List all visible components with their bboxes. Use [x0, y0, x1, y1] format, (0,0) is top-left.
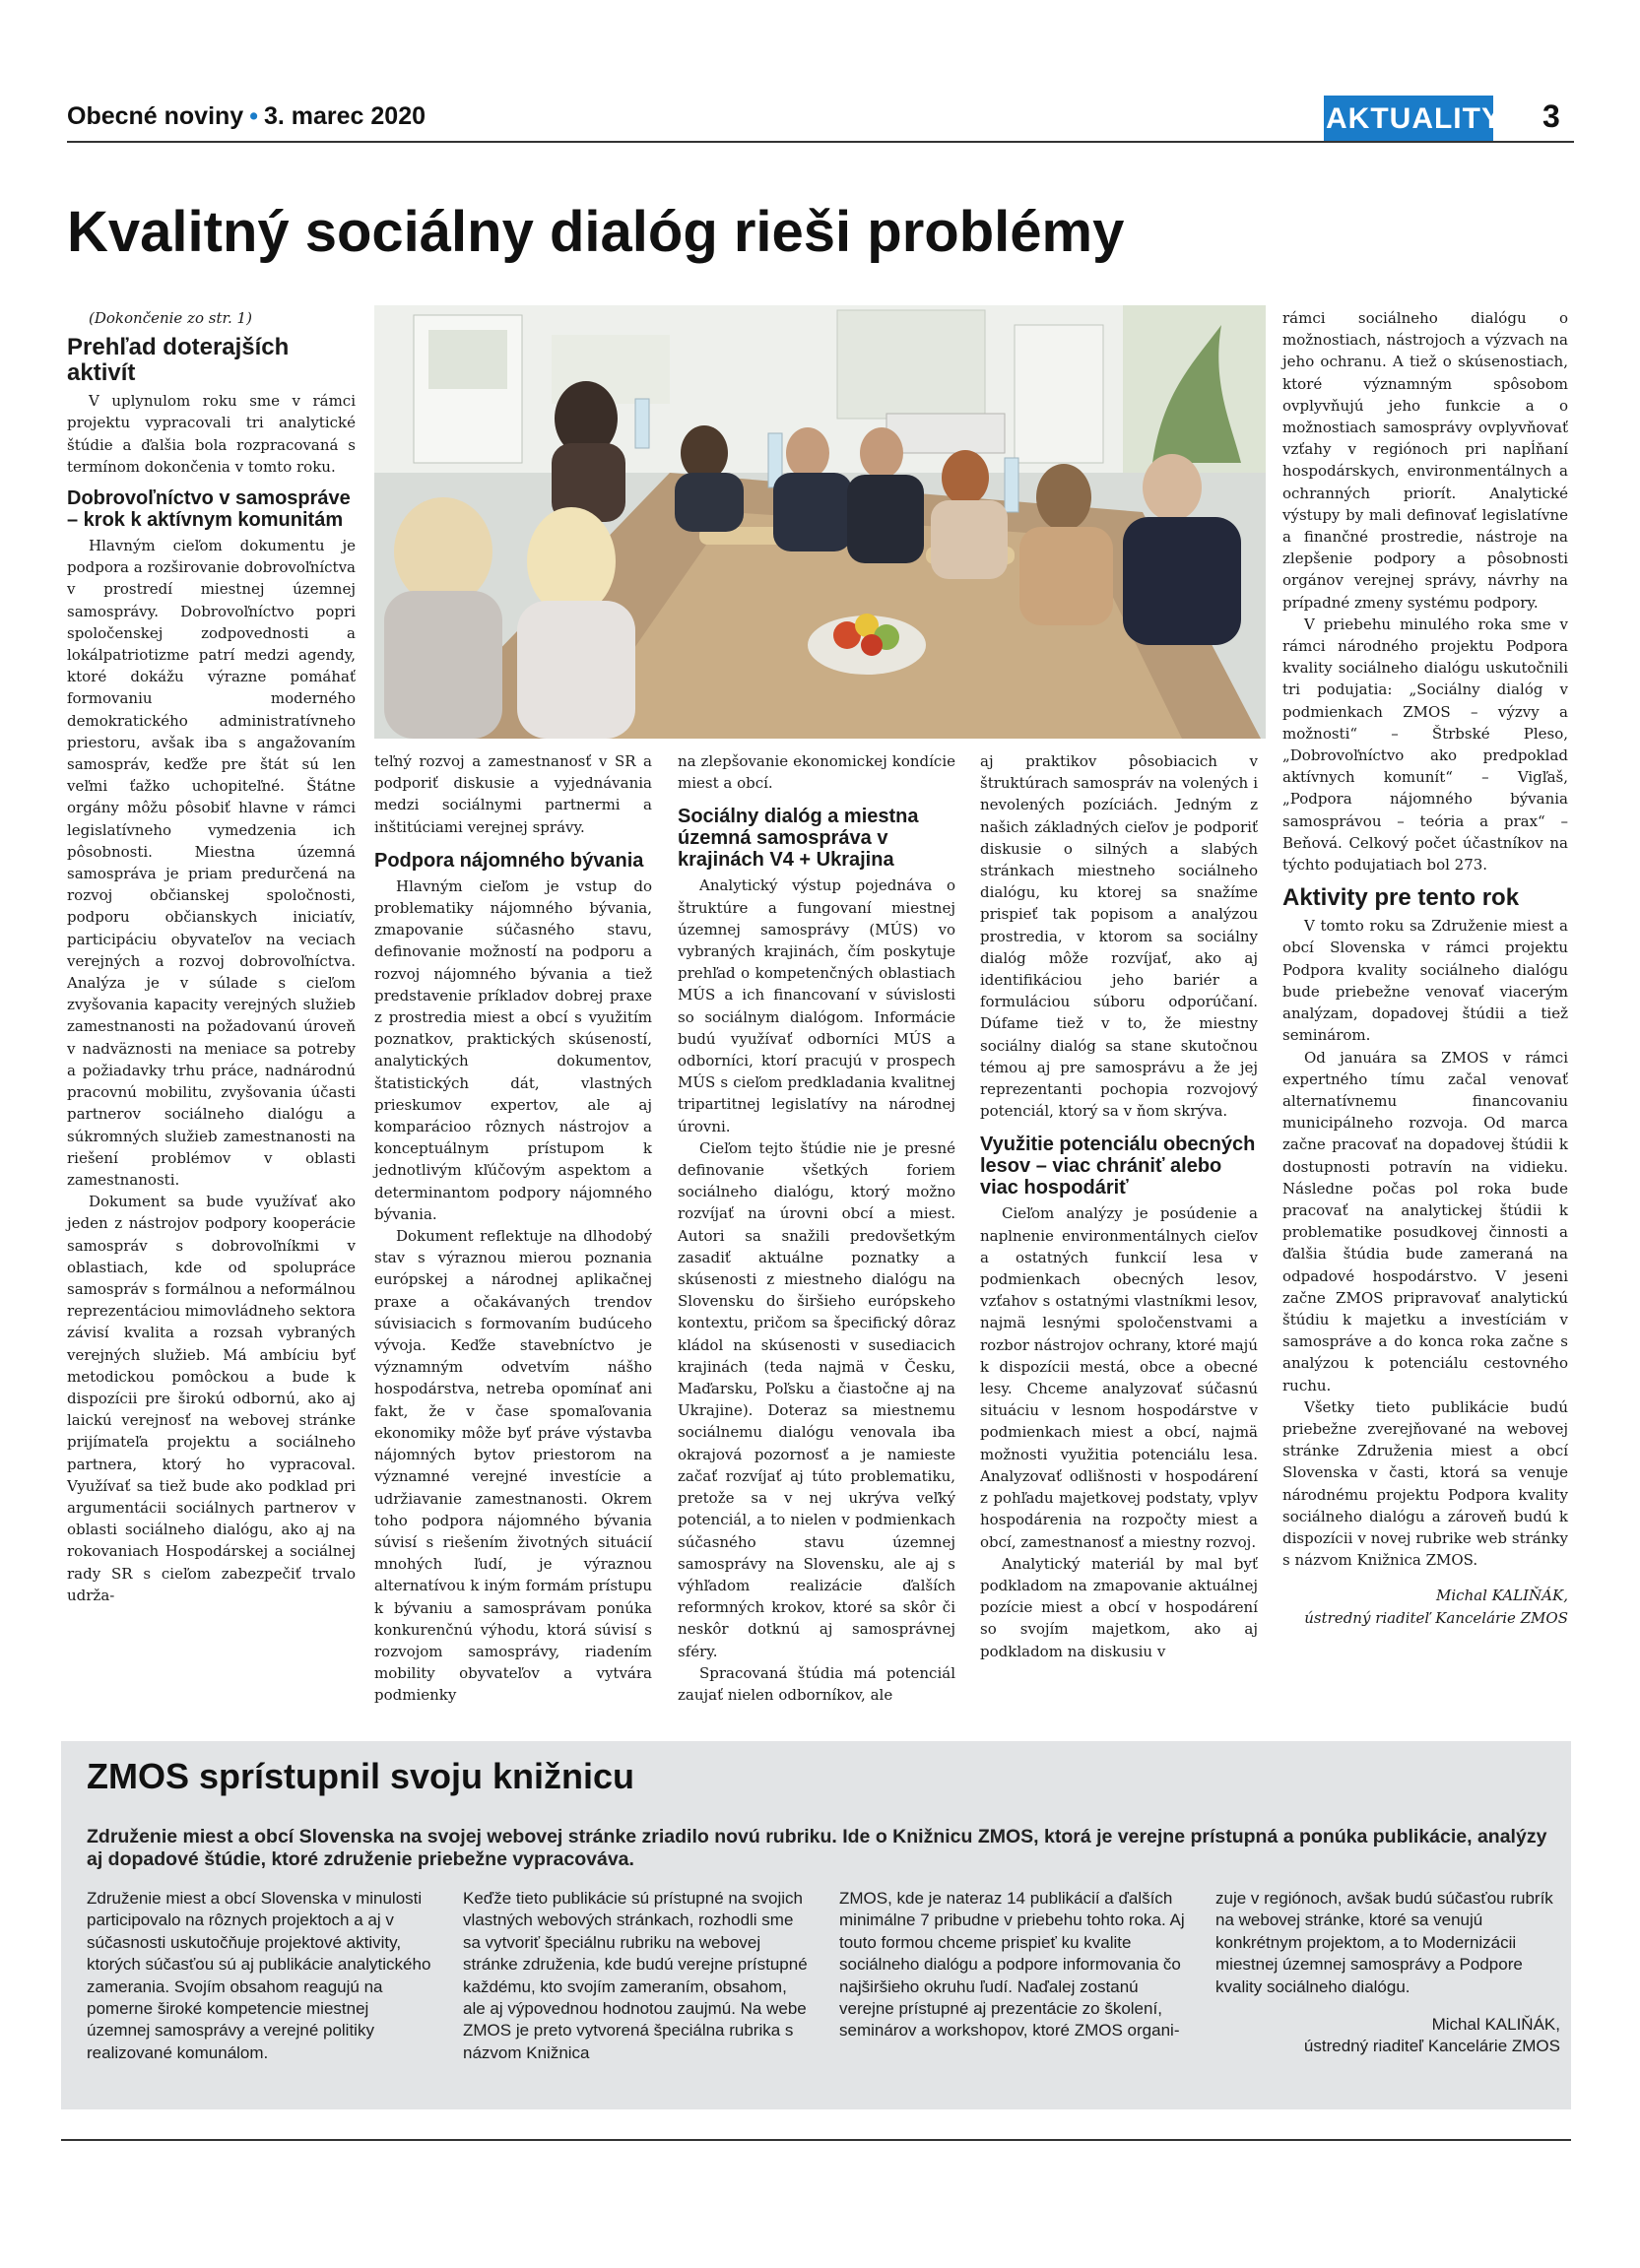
author-name: Michal KALIŇÁK, — [1436, 1587, 1568, 1605]
paragraph: rámci sociálneho dialógu o možnostiach, nástrojoch a výzvach na jeho ochranu. A tiež o skúsenostiach, ktoré významným spôsobom ovplyvňujú jeho funkcie a o možnostiach samosprávy ovplyvňovať vzťahy v regiónoch pri napĺňaní hospodárskych, environmentálnych a ochranných priorít. Analytické výstupy by mali definovať legislatívne a finančné prostredie, nástroje na zlepšenie podpory a pôsobnosti orgánov verejnej správy, návrhy na prípadné zmeny systému podpory. — [1282, 309, 1568, 612]
article-headline: Kvalitný sociálny dialóg rieši problémy — [67, 200, 1125, 264]
subheading: Prehľad doterajších aktivít — [67, 334, 290, 387]
article-column-2 — [374, 750, 652, 1707]
article-column-5 — [1282, 307, 1568, 1629]
paragraph: V tomto roku sa Združenie miest a obcí Slovenska v rámci projektu Podpora kvality sociálneho dialógu bude priebežne venovať viacerým analýzam, dopadovej štúdii a tiež seminárom. — [1282, 917, 1568, 1045]
paragraph: Analytický materiál by mal byť podkladom na zmapovanie aktuálnej pozície miest a obcí v hospodárení so svojím majetkom, ako aj podkladom na diskusiu v — [980, 1554, 1258, 1660]
page-number: 3 — [1542, 98, 1560, 134]
author-name: Michal KALIŇÁK, — [1431, 2015, 1560, 2035]
author-role: ústredný riaditeľ Kancelárie ZMOS — [1304, 1608, 1568, 1627]
paragraph: Od januára sa ZMOS v rámci expertného tímu začal venovať alternatívnemu financovaniu municipálneho rozvoja. Od marca začne pracovať na dopadovej štúdii k dostupnosti potravín na vidieku. Následne počas pol roka bude pracovať na analytickej štúdii k problematike posudkovej činnosti a ďalšia štúdia bude zameraná na odpadové hospodárstvo. V jeseni začne ZMOS pripravovať analytickú štúdiu k majetku a investíciám v samospráve a do konca roka začne s analýzou k potenciálu cestovného ruchu. — [1282, 1048, 1568, 1394]
paragraph: Hlavným cieľom dokumentu je podpora a rozširovanie dobrovoľníctva v prostredí miestnej územnej samosprávy. Dobrovoľníctvo popri spoločenskej zodpovednosti a lokálpatriotizme patrí medzi agendy, ktoré dokážu výrazne pomáhať formovaniu moderného demokratického administratívneho priestoru, avšak iba s angažovaním samospráv, keďže pre štát sú len veľmi ťažko uchopiteľné. Štátne orgány môžu pôsobiť hlavne v rámci legislatívneho vymedzenia ich pôsobnosti. Miestna územná samospráva je priam predurčená na rozvoj občianskej spoločnosti, podporu občianskych iniciatív, participáciu obyvateľov na veciach verejných a rozvoj dobrovoľníctva. Analýza je v súlade s cieľom zvyšovania kapacity verejných služieb zamestnanosti na požadovanú úroveň v nadväznosti na meniace sa potreby a požiadavky trhu práce, nadnárodnú pracovnú mobilitu, zvyšovania účasti partnerov sociálneho dialógu a súkromných služieb zamestnanosti na riešení problémov v oblasti zamestnanosti. — [67, 537, 356, 1189]
paragraph: Cieľom analýzy je posúdenie a naplnenie environmentálnych cieľov a ostatných funkcií lesa v podmienkach obecných lesov, vzťahov s ostatnými vlastníkmi lesov, najmä lesnými spoločenstvami a rozbor nástrojov ochrany, ktoré majú k dispozícii mestá, obce a obecné lesy. Chceme analyzovať súčasnú situáciu v lesnom hospodárstve v podmienkach miest a obcí, najmä možnosti využitia potenciálu lesa. Analyzovať odlišnosti v hospodárení z pohľadu majetkovej podstaty, vplyv hospodárenia na rozpočty miest a obcí, zamestnanosť a miestny rozvoj. — [980, 1204, 1258, 1551]
paragraph: teľný rozvoj a zamestnanosť v SR a podporiť diskusie a vyjednávania medzi sociálnymi partnermi a inštitúciami verejnej správy. — [374, 752, 652, 836]
subheading: Aktivity pre tento rok — [1282, 884, 1520, 912]
paragraph: na zlepšovanie ekonomickej kondície miest a obcí. — [678, 752, 955, 793]
paragraph: ZMOS, kde je nateraz 14 publikácií a ďalších minimálne 7 pribudne v priebehu tohto roka. Aj touto formou chceme prispieť ku kvalite sociálneho dialógu a podpore informovania čo najširšieho okruhu ľudí. Naďalej zostanú verejne prístupné aj prezentácie zo školení, seminárov a workshopov, ktoré ZMOS organi- — [839, 1889, 1185, 2041]
issue-date: 3. marec 2020 — [263, 102, 426, 130]
separator-dot-icon: • — [249, 102, 258, 130]
paragraph: Dokument reflektuje na dlhodobý stav s výraznou mierou poznania európskej a národnej aplikačnej praxe a očakávaných trendov súvisiacich s formovaním budúceho vývoja. Keďže stavebníctvo je významným odvetvím nášho hospodárstva, netreba opomínať ani fakt, že v čase spomaľovania ekonomiky môže byť práve výstavba nájomných bytov priestorom na významné verejné investície a udržiavanie zamestnanosti. Okrem toho podpora nájomného bývania súvisí s riešením životných situácií mnohých ľudí, je výraznou alternatívou k iným formám prístupu k bývaniu a samosprávam ponúka konkurenčnú výhodu, ktorá súvisí s rozvojom samosprávy, riadením mobility obyvateľov a vytvára podmienky — [374, 1227, 652, 1705]
photo-illustration-icon — [374, 305, 1266, 739]
author-signature — [1282, 1585, 1568, 1628]
section-tag: AKTUALITY — [1324, 96, 1493, 143]
paragraph: V priebehu minulého roka sme v rámci národného projektu Podpora kvality sociálneho dialógu uskutočnili tri podujatia: „Sociálny dialóg v podmienkach ZMOS – výzvy a možnosti“ – Štrbské Pleso, „Dobrovoľníctvo ako predpoklad aktívnych komunít“ – Vigľaš, „Podpora nájomného bývania samosprávou – teória a prax“ – Beňová. Celkový počet účastníkov na týchto podujatiach bol 273. — [1282, 615, 1568, 875]
paragraph: Keďže tieto publikácie sú prístupné na svojich vlastných webových stránkach, rozhodli sme sa vytvoriť špeciálnu rubriku na webovej stránke združenia, kde budú verejne prístupné každému, kto svojím zameraním, obsahom, ale aj výpovednou hodnotou zaujmú. Na webe ZMOS je preto vytvorená špeciálna rubrika s názvom Knižnica — [463, 1889, 808, 2062]
subheading: Podpora nájomného bývania — [374, 849, 644, 872]
header-rule — [67, 141, 1574, 143]
footer-rule — [61, 2139, 1571, 2141]
subheading: Využitie potenciálu obecných lesov – viac chrániť alebo viac hospodáriť — [980, 1134, 1256, 1199]
paragraph: aj praktikov pôsobiacich v štruktúrach samospráv na volených i nevolených pozíciách. Jedným z našich základných cieľov je podporiť diskusie o silných a slabých stránkach miestneho sociálneho dialógu, ku ktorej sa snažíme prispieť tak popisom a analýzou prostredia, v ktorom sa sociálny dialóg môže rozvíjať, ako aj identifikáciou jeho bariér a formuláciou súboru odporúčaní. Dúfame tiež v to, že miestny sociálny dialóg sa stane skutočnou témou aj pre samosprávu a že jej reprezentanti pochopia rozvojový potenciál, ktorý sa v ňom skrýva. — [980, 752, 1258, 1121]
box-column-4 — [1215, 1888, 1560, 2058]
article-column-3 — [678, 750, 955, 1706]
paragraph: V uplynulom roku sme v rámci projektu vypracovali tri analytické štúdie a ďalšia bola rozpracovaná s termínom dokončenia v tomto roku. — [67, 392, 356, 476]
meeting-photo — [374, 305, 1266, 739]
box-signature — [1215, 2014, 1560, 2058]
continued-note: (Dokončenie zo str. 1) — [89, 309, 252, 327]
box-column-3 — [839, 1888, 1189, 2042]
box-column-2 — [463, 1888, 813, 2064]
paragraph: Dokument sa bude využívať ako jeden z nástrojov podpory kooperácie samospráv s dobrovoľníkmi v oblastiach, kde od spolupráce samospráv s formálnou a neformálnou reprezentáciou mimovládneho sektora závisí kvalita a rozsah vybraných verejných služieb. Má ambíciu byť metodickou pomôckou a bude k dispozícii pre širokú odbornú, ako aj laickú verejnosť na webovej stránke prijímateľa projektu a sociálneho partnera, ktorý ho vypracoval. Využívať sa tiež bude ako podklad pri argumentácii sociálnych partnerov v oblasti sociálneho dialógu, ako aj na rokovaniach Hospodárskej a sociálnej rady SR s cieľom zabezpečiť trvalo udrža- — [67, 1193, 356, 1604]
paragraph: Analytický výstup pojednáva o štruktúre a fungovaní miestnej územnej samosprávy (MÚS) vo vybraných krajinách, čím poskytuje prehľad o kompetenčných oblastiach MÚS a ich financovaní v súvislosti so sociálnym dialógom. Informácie budú využívať odborníci MÚS a odborníci, ktorí pracujú v prospech MÚS s cieľom predkladania kvalitnej tripartitnej legislatívy na národnej úrovni. — [678, 876, 955, 1135]
subheading: Sociálny dialóg a miestna územná samospráva v krajinách V4 + Ukrajina — [678, 806, 919, 872]
paragraph: Cieľom tejto štúdie nie je presné definovanie všetkých foriem sociálneho dialógu, ktorý možno rozvíjať na úrovni obcí a miest. Autori sa snažili predovšetkým zasadiť aktuálne poznatky a skúsenosti z miestneho dialógu na Slovensku do širšieho európskeho kontextu, pričom sa špecifický dôraz kládol na skúsenosti v susediacich krajinách (teda najmä v Česku, Maďarsku, Poľsku a čiastočne aj na Ukrajine). Doteraz sa miestnemu sociálnemu dialógu venovala iba okrajová pozornosť a je namieste začať rozvíjať aj túto problematiku, pretože sa v nej ukrýva veľký potenciál, a to nielen v podmienkach súčasného stavu územnej samosprávy na Slovensku, ale aj s výhľadom realizácie ďalších reformných krokov, ktoré sa skôr či neskôr dotknú aj samosprávnej sféry. — [678, 1138, 955, 1660]
paragraph: Spracovaná štúdia má potenciál zaujať nielen odborníkov, ale — [678, 1663, 955, 1704]
paragraph: Združenie miest a obcí Slovenska v minulosti participovalo na rôznych projektoch a aj v súčasnosti uskutočňuje projektové aktivity, ktorých súčasťou sú aj publikácie analytického zamerania. Svojím obsahom reagujú na pomerne široké kompetencie miestnej územnej samosprávy a verejné politiky realizované komunálom. — [87, 1889, 431, 2062]
masthead — [67, 102, 426, 131]
paragraph: Hlavným cieľom je vstup do problematiky nájomného bývania, zmapovanie súčasného stavu, definovanie možností na podporu a rozvoj nájomného bývania a tiež predstavenie príkladov dobrej praxe z prostredia miest a obcí s využitím poznatkov, praktických skúseností, analytických dokumentov, štatistických dát, vlastných prieskumov expertov, ale aj komparácioo rôznych nástrojov a konceptuálnym prístupom k jednotlivým kľúčovým aspektom a determinantom podpory nájomného bývania. — [374, 876, 652, 1223]
paragraph: zuje v regiónoch, avšak budú súčasťou rubrík na webovej stránke, ktoré sa venujú konkrétnym projektom, a to Modernizácii miestnej územnej samosprávy a Podpore kvality sociálneho dialógu. — [1215, 1889, 1553, 1996]
article-column-1 — [67, 307, 356, 1606]
paper-name: Obecné noviny — [67, 102, 244, 130]
subheading: Dobrovoľníctvo v samospráve – krok k aktívnym komunitám — [67, 487, 351, 532]
box-column-1 — [87, 1888, 436, 2064]
box-lead: Združenie miest a obcí Slovenska na svojej webovej stránke zriadilo novú rubriku. Ide o Knižnicu ZMOS, ktorá je verejne prístupná a ponúka publikácie, analýzy aj dopadové štúdie, ktoré združenie priebežne vypracováva. — [87, 1826, 1547, 1870]
author-role: ústredný riaditeľ Kancelárie ZMOS — [1303, 2037, 1560, 2056]
paragraph: Všetky tieto publikácie budú priebežne zverejňované na webovej stránke Združenia miest a obcí Slovenska v časti, ktorá sa venuje národnému projektu Podpora kvality sociálneho dialógu a zároveň budú k dispozícii v novej rubrike web stránky s názvom Knižnica ZMOS. — [1282, 1397, 1568, 1570]
box-title: ZMOS sprístupnil svoju knižnicu — [87, 1756, 635, 1796]
article-column-4 — [980, 750, 1258, 1662]
